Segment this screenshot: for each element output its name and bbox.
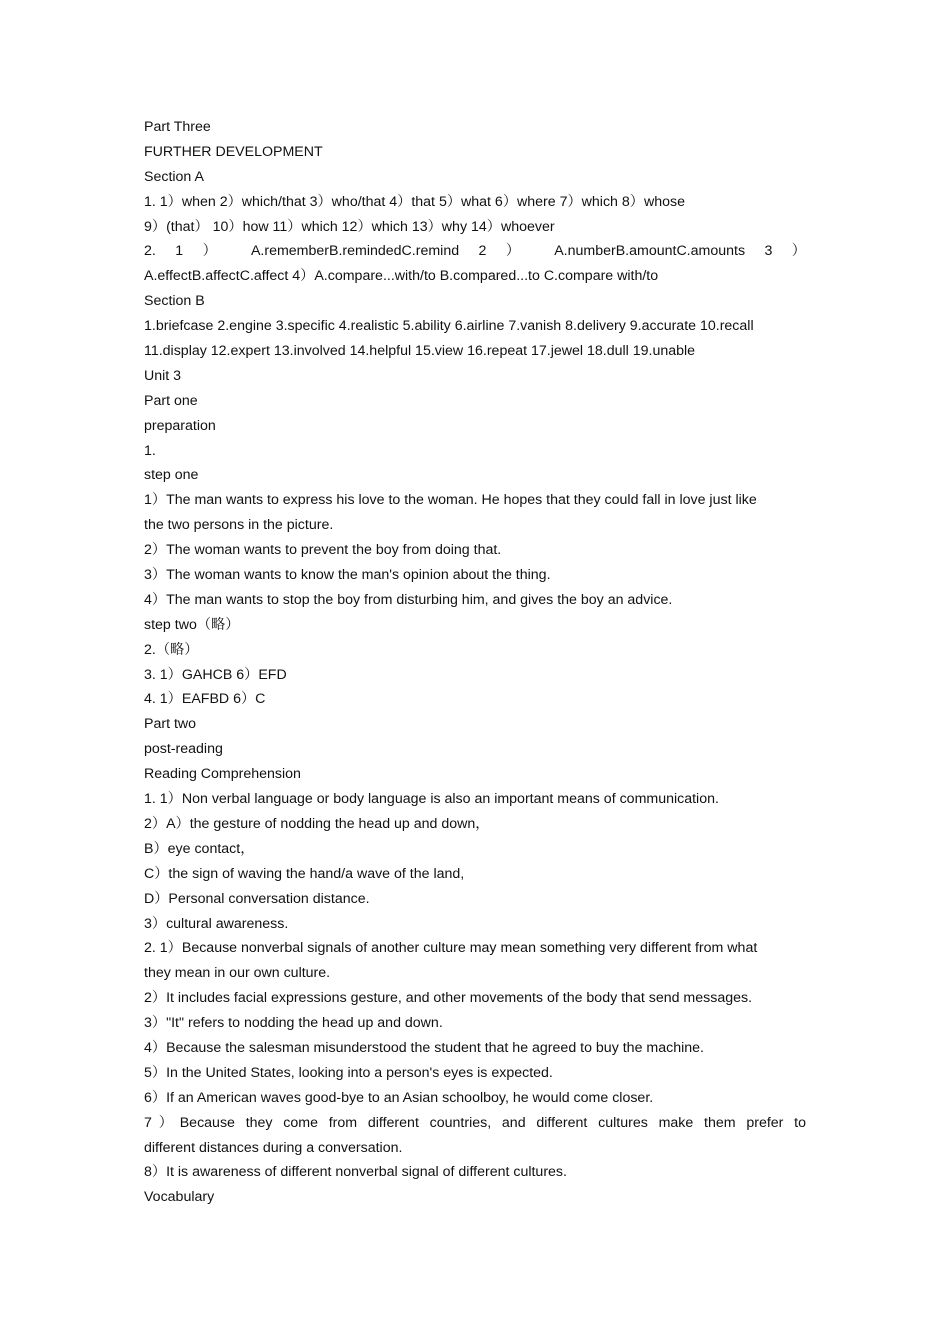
text-line: Section B	[144, 293, 205, 310]
text-line: Unit 3	[144, 367, 182, 384]
text-line: step one	[144, 467, 199, 484]
text-line: 11.display 12.expert 13.involved 14.helpful 15.view 16.repeat 17.jewel 18.dull 19.unable	[144, 343, 696, 360]
text-line: 2. 1 ） A.rememberB.remindedC.remind 2 ） A.numberB.amountC.amounts 3 ）	[144, 243, 806, 260]
text-line: A.effectB.affectC.affect 4）A.compare...with/to B.compared...to C.compare with/to	[144, 268, 659, 285]
document-page	[144, 115, 806, 1210]
text-line: 1. 1）Non verbal language or body language is also an important means of communication.	[144, 791, 719, 808]
text-line: 9）(that） 10）how 11）which 12）which 13）why 14）whoever	[144, 218, 555, 235]
text-line: 2. 1）Because nonverbal signals of another culture may mean something very different from what	[144, 940, 758, 957]
text-line: 2）It includes facial expressions gesture, and other movements of the body that send messages.	[144, 990, 753, 1007]
text-line: 5）In the United States, looking into a person's eyes is expected.	[144, 1064, 553, 1081]
text-line: 4. 1）EAFBD 6）C	[144, 691, 266, 708]
text-line: the two persons in the picture.	[144, 517, 334, 534]
text-line: B）eye contact，	[144, 840, 255, 857]
text-line: different distances during a conversation.	[144, 1139, 403, 1156]
text-line: Part one	[144, 392, 198, 409]
text-line: 2）The woman wants to prevent the boy from doing that.	[144, 542, 502, 559]
text-line: 4）Because the salesman misunderstood the student that he agreed to buy the machine.	[144, 1039, 704, 1056]
text-line: 1. 1）when 2）which/that 3）who/that 4）that 5）what 6）where 7）which 8）whose	[144, 193, 685, 210]
text-line: step two（略）	[144, 616, 240, 633]
text-line: 2）A）the gesture of nodding the head up and down，	[144, 815, 490, 832]
text-line: 8）It is awareness of different nonverbal signal of different cultures.	[144, 1164, 567, 1181]
text-line: 2.（略）	[144, 641, 199, 658]
text-line: post-reading	[144, 741, 223, 758]
text-line: 3）"It" refers to nodding the head up and down.	[144, 1015, 443, 1032]
text-line: Vocabulary	[144, 1189, 215, 1206]
text-line: 4）The man wants to stop the boy from disturbing him, and gives the boy an advice.	[144, 591, 673, 608]
text-line: 6）If an American waves good-bye to an Asian schoolboy, he would come closer.	[144, 1089, 654, 1106]
text-line: 7）Because they come from different countries, and different cultures make them prefer to	[144, 1114, 806, 1131]
text-line: Section A	[144, 168, 204, 185]
text-line: 3）The woman wants to know the man's opinion about the thing.	[144, 567, 551, 584]
text-line: Part two	[144, 716, 197, 733]
text-line: 3. 1）GAHCB 6）EFD	[144, 666, 287, 683]
text-line: 1）The man wants to express his love to the woman. He hopes that they could fall in love just like	[144, 492, 757, 509]
text-line: D）Personal conversation distance.	[144, 890, 370, 907]
text-line: they mean in our own culture.	[144, 965, 331, 982]
document-body	[144, 115, 806, 1210]
text-line: Reading Comprehension	[144, 766, 301, 783]
text-line: 3）cultural awareness.	[144, 915, 289, 932]
text-line: 1.	[144, 442, 156, 459]
text-line: FURTHER DEVELOPMENT	[144, 143, 323, 160]
text-line: Part Three	[144, 119, 211, 135]
text-line: C）the sign of waving the hand/a wave of the land,	[144, 865, 465, 882]
text-line: 1.briefcase 2.engine 3.specific 4.realistic 5.ability 6.airline 7.vanish 8.delivery 9.accurate 10.recall	[144, 318, 754, 335]
text-line: preparation	[144, 417, 216, 434]
